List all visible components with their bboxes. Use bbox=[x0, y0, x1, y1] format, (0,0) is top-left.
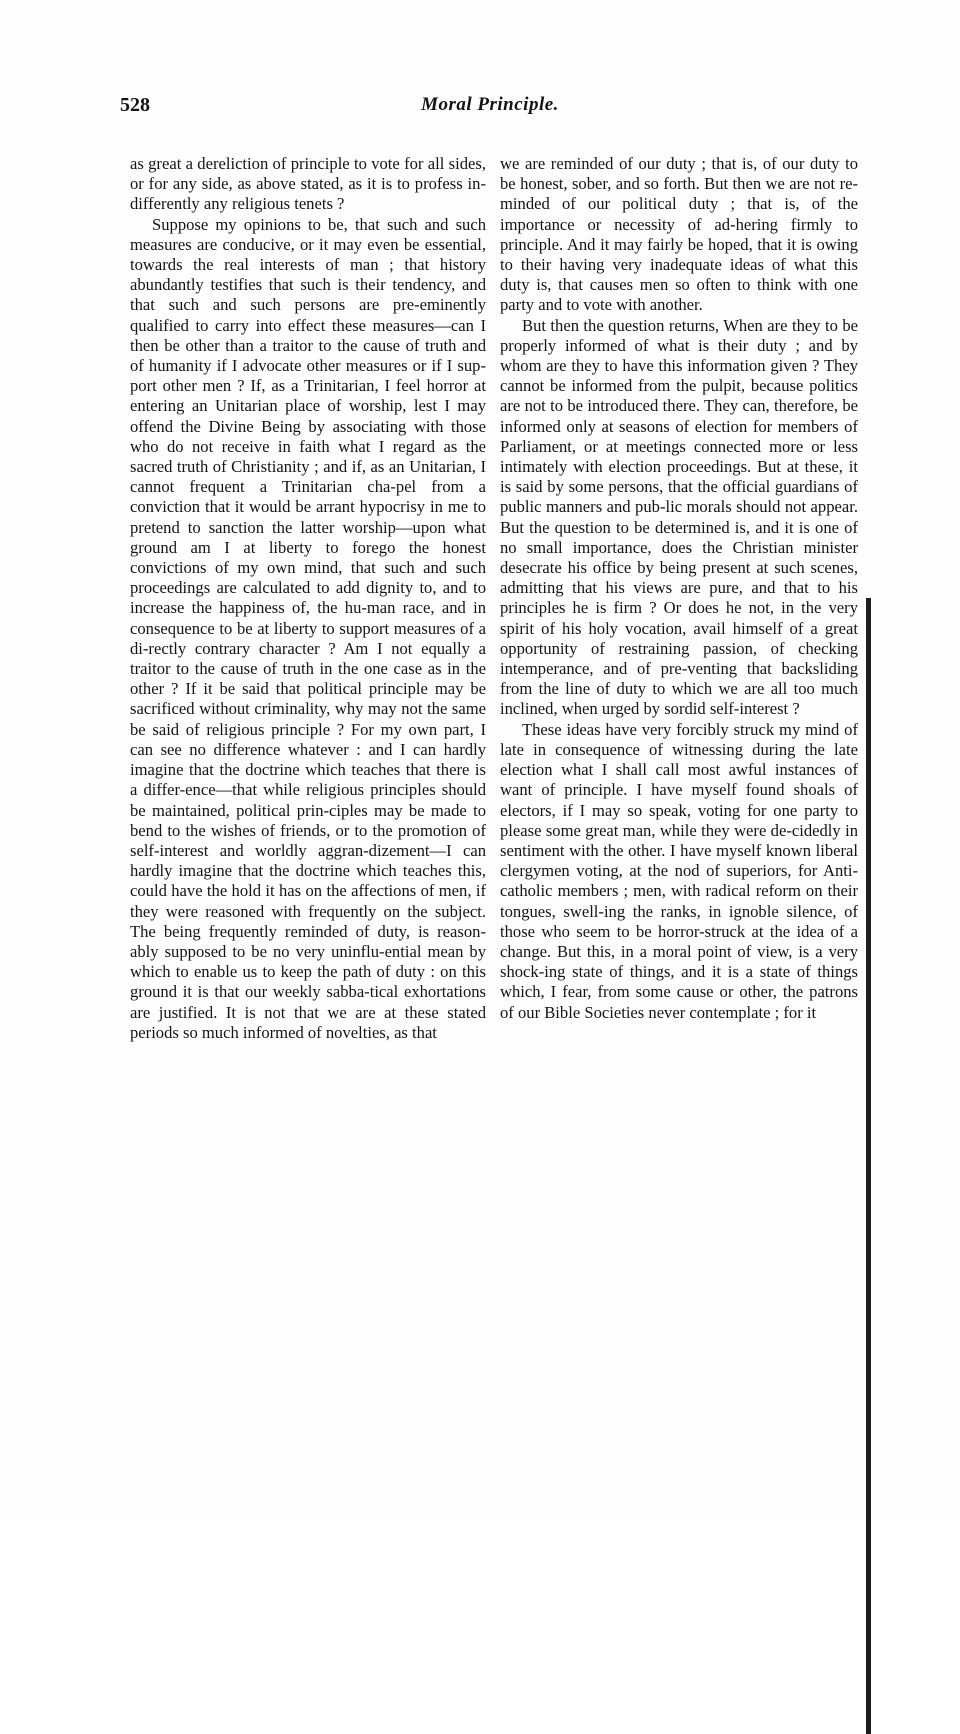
running-title: Moral Principle. bbox=[421, 94, 559, 115]
paragraph: Suppose my opinions to be, that such and such measures are conducive, or it may even be essential, towards the real interests of man ; that history abundantly testifies that such is their tendency, and that such and such persons are pre-eminently qualified to carry into effect these measures—can I then be other than a traitor to the cause of truth and of humanity if I advocate other measures or if I sup-port other men ? If, as a Trinitarian, I feel horror at entering an Unitarian place of worship, lest I may offend the Divine Being by associating with those who do not receive in faith what I regard as the sacred truth of Christianity ; and if, as an Unitarian, I cannot frequent a Trinitarian cha-pel from a conviction that it would be arrant hypocrisy in me to pretend to sanction the latter worship—upon what ground am I at liberty to forego the honest convictions of my own mind, that such and such proceedings are calculated to add dignity to, and to increase the happiness of, the hu-man race, and in consequence to be at liberty to support measures of a di-rectly contrary character ? Am I not equally a traitor to the cause of truth in the one case as in the other ? If it be said that political principle may be sacrificed without criminality, why may not the same be said of religious principle ? For my own part, I can see no difference whatever : and I can hardly imagine that the doctrine which teaches that there is a differ-ence—that while religious principles should be maintained, political prin-ciples may be made to bend to the wishes of friends, or to the promotion of self-interest and worldly aggran-dizement—I can hardly imagine that the doctrine which teaches this, could have the hold it has on the affections of men, if they were reasoned with frequently on the subject. The being frequently reminded of duty, is reason-ably supposed to be no very uninflu-ential mean by which to enable us to keep the path of duty : on this ground it is that our weekly sabba-tical exhortations are justified. It is not that we are at these stated periods so much informed of novelties, as that bbox=[130, 214, 486, 1042]
paragraph: But then the question returns, When are they to be properly informed of what is their duty ; and by whom are they to have this information given ? They cannot be informed from the pulpit, because politics are not to be introduced there. They can, therefore, be informed only at seasons of election for members of Parliament, or at meetings connected more or less intimately with election proceedings. But at these, it is said by some persons, that the official guardians of public manners and pub-lic morals should not appear. But the question to be determined is, and it is one of no small importance, does the Christian minister desecrate his office by being present at such scenes, admitting that his views are pure, and that to his principles he is firm ? Or does he not, in the very spirit of his holy vocation, avail himself of a great opportunity of restraining passion, of checking intemperance, and of pre-venting that backsliding from the line of duty to which we are all too much inclined, when urged by sordid self-interest ? bbox=[500, 315, 858, 719]
binding-edge bbox=[866, 598, 871, 1734]
right-column bbox=[500, 154, 858, 1023]
paragraph: we are reminded of our duty ; that is, of our duty to be honest, sober, and so forth. But then we are not re-minded of our political duty ; that is, of the importance or necessity of ad-hering firmly to principle. And it may fairly be hoped, that it is owing to their having very inadequate ideas of what this duty is, that causes men so often to think with one party and to vote with another. bbox=[500, 154, 858, 315]
page-number: 528 bbox=[120, 94, 150, 116]
left-column bbox=[130, 154, 486, 1043]
paragraph: as great a dereliction of principle to vote for all sides, or for any side, as above stated, as it is to profess in-differently any religious tenets ? bbox=[130, 154, 486, 214]
paragraph: These ideas have very forcibly struck my mind of late in consequence of witnessing during the late election what I shall call most awful instances of want of principle. I have myself found shoals of electors, if I may so speak, voting for one party to please some great man, while they were de-cidedly in sentiment with the other. I have myself known liberal clergymen voting, at the nod of superiors, for Anti-catholic members ; men, with radical reform on their tongues, swell-ing the ranks, in ignoble silence, of those who seem to be horror-struck at the idea of a change. But this, in a moral point of view, is a very shock-ing state of things, and it is a state of things which, I fear, from some cause or other, the patrons of our Bible Societies never contemplate ; for it bbox=[500, 719, 858, 1022]
page-header bbox=[120, 94, 860, 118]
